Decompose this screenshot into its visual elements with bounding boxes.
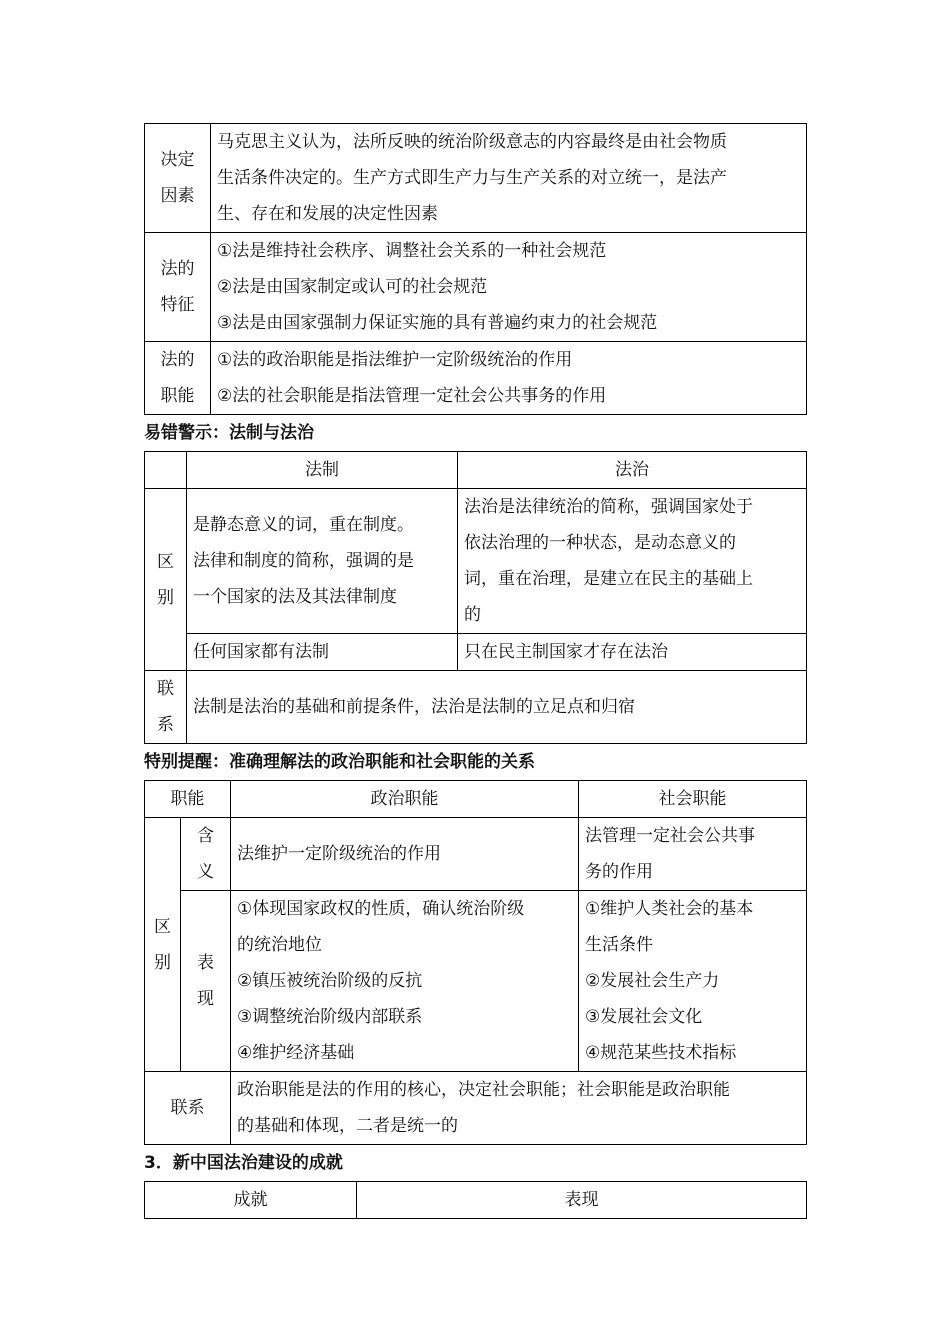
table-cell: 法制是法治的基础和前提条件，法治是法制的立足点和归宿 — [187, 671, 807, 744]
row-label: 法的 职能 — [145, 342, 211, 415]
section-heading: 3．新中国法治建设的成就 — [144, 1153, 343, 1173]
column-header: 政治职能 — [231, 781, 579, 818]
row-content: ①法是维持社会秩序、调整社会关系的一种社会规范 ②法是由国家制定或认可的社会规范 ③法是由国家强制力保证实施的具有普遍约束力的社会规范 — [211, 233, 807, 342]
column-header: 法制 — [187, 452, 458, 489]
law-basics-table — [144, 123, 807, 415]
column-header: 职能 — [145, 781, 231, 818]
row-label: 区 别 — [145, 818, 181, 1072]
row-label: 法的 特征 — [145, 233, 211, 342]
row-label: 区 别 — [145, 489, 187, 671]
table-cell: 是静态意义的词，重在制度。 法律和制度的简称，强调的是 一个国家的法及其法律制度 — [187, 489, 458, 634]
column-header: 社会职能 — [579, 781, 807, 818]
table-cell: ①维护人类社会的基本 生活条件 ②发展社会生产力 ③发展社会文化 ④规范某些技术指标 — [579, 891, 807, 1072]
table-row — [145, 891, 807, 1072]
table-cell: 任何国家都有法制 — [187, 634, 458, 671]
table-row — [145, 634, 807, 671]
table-cell: 法管理一定社会公共事 务的作用 — [579, 818, 807, 891]
table-row — [145, 1072, 807, 1145]
table-cell: 法治是法律统治的简称，强调国家处于 依法治理的一种状态，是动态意义的 词，重在治理，是建立在民主的基础上 的 — [458, 489, 807, 634]
fazhi-compare-table — [144, 451, 807, 744]
column-header: 法治 — [458, 452, 807, 489]
document-page — [144, 123, 806, 1219]
table-row — [145, 671, 807, 744]
table-cell: 法维护一定阶级统治的作用 — [231, 818, 579, 891]
table-row — [145, 818, 807, 891]
column-header: 成就 — [145, 1182, 357, 1219]
row-label: 联 系 — [145, 671, 187, 744]
section-heading: 易错警示：法制与法治 — [144, 423, 314, 443]
table-cell: 政治职能是法的作用的核心，决定社会职能；社会职能是政治职能 的基础和体现，二者是统一的 — [231, 1072, 807, 1145]
row-label: 联系 — [145, 1072, 231, 1145]
row-label: 决定 因素 — [145, 124, 211, 233]
table-cell: 只在民主制国家才存在法治 — [458, 634, 807, 671]
table-header-row — [145, 452, 807, 489]
row-content: ①法的政治职能是指法维护一定阶级统治的作用 ②法的社会职能是指法管理一定社会公共事务的作用 — [211, 342, 807, 415]
table-cell: ①体现国家政权的性质，确认统治阶级 的统治地位 ②镇压被统治阶级的反抗 ③调整统治阶级内部联系 ④维护经济基础 — [231, 891, 579, 1072]
section-heading: 特别提醒：准确理解法的政治职能和社会职能的关系 — [144, 752, 535, 772]
row-sublabel: 表 现 — [181, 891, 231, 1072]
table-header-row — [145, 781, 807, 818]
row-sublabel: 含 义 — [181, 818, 231, 891]
column-header: 表现 — [357, 1182, 807, 1219]
table-header-row — [145, 1182, 807, 1219]
table-row — [145, 489, 807, 634]
function-compare-table — [144, 780, 807, 1145]
achievement-table — [144, 1181, 807, 1219]
table-row — [145, 233, 807, 342]
row-content: 马克思主义认为，法所反映的统治阶级意志的内容最终是由社会物质 生活条件决定的。生产方式即生产力与生产关系的对立统一，是法产 生、存在和发展的决定性因素 — [211, 124, 807, 233]
table-row — [145, 124, 807, 233]
table-row — [145, 342, 807, 415]
